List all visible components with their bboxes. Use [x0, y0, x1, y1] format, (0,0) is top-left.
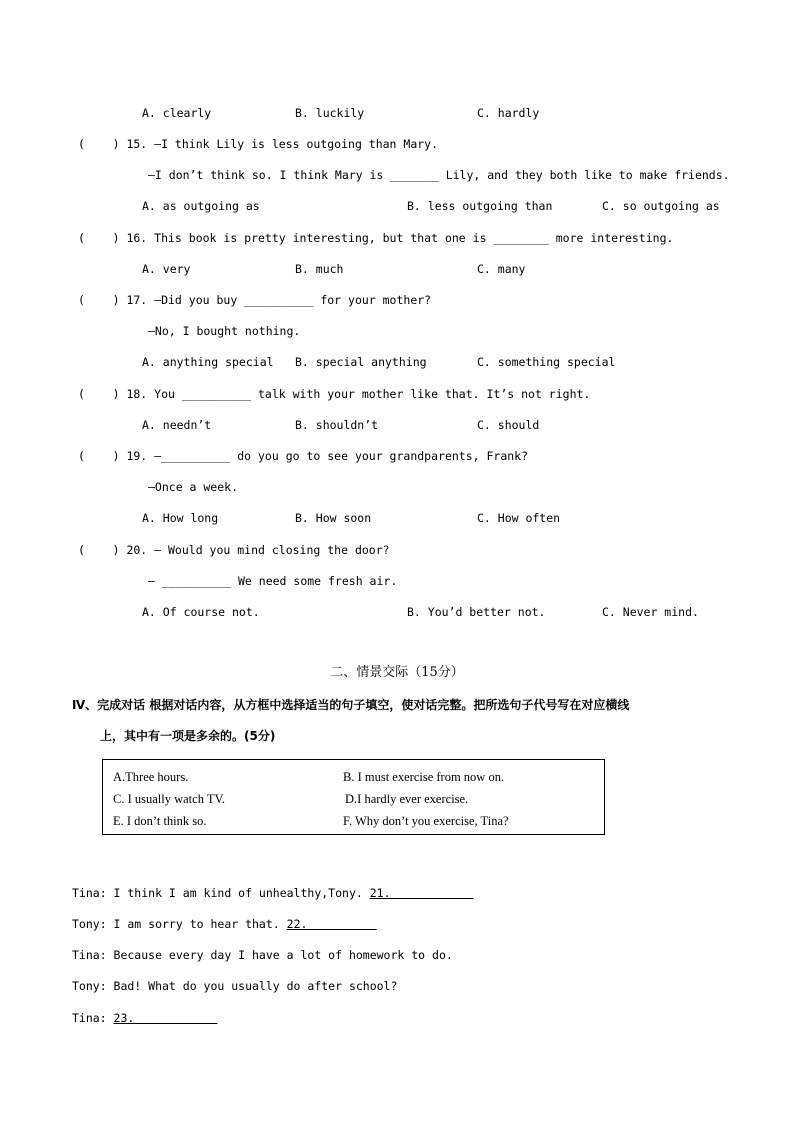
answer-blank-23[interactable]: 23. [113, 1011, 218, 1025]
q17-line2: —No, I bought nothing. [148, 324, 301, 338]
q15-option-b: B. less outgoing than [407, 199, 553, 213]
q20-option-b: B. You’d better not. [407, 605, 546, 619]
answer-blank-21[interactable]: 21. [369, 886, 474, 900]
dialogue-text: Tony: I am sorry to hear that. [72, 917, 287, 931]
box-option-b: B. I must exercise from now on. [343, 770, 505, 784]
dialogue-line-3 [72, 947, 453, 963]
q17-option-c: C. something special [477, 355, 616, 369]
options-box [102, 759, 605, 835]
q15-option-a: A. as outgoing as [142, 199, 260, 213]
q20-option-c: C. Never mind. [602, 605, 699, 619]
q19-stem: ( ) 19. —__________ do you go to see your grandparents, Frank? [78, 449, 529, 463]
section-instruction-line1: Ⅳ、完成对话 根据对话内容，从方框中选择适当的句子填空，使对话完整。把所选句子代号写在对应横线 [72, 698, 630, 712]
q16-option-b: B. much [295, 262, 344, 276]
q15-line2: —I don’t think so. I think Mary is _______ Lily, and they both like to make friends. [148, 168, 730, 182]
dialogue-text: Tina: I think I am kind of unhealthy,Tony. [72, 886, 370, 900]
q14-option-a: A. clearly [142, 106, 212, 120]
q20-stem: ( ) 20. — Would you mind closing the door? [78, 543, 390, 557]
box-option-c: C. I usually watch TV. [113, 792, 226, 806]
answer-blank-22[interactable]: 22. [286, 917, 377, 931]
box-option-f: F. Why don’t you exercise, Tina? [343, 814, 509, 828]
section-title: 二、情景交际（15分） [330, 665, 464, 680]
dialogue-text: Tony: Bad! What do you usually do after school? [72, 979, 398, 993]
q14-option-c: C. hardly [477, 106, 540, 120]
q15-stem: ( ) 15. —I think Lily is less outgoing than Mary. [78, 137, 439, 151]
q18-option-c: C. should [477, 418, 540, 432]
q19-option-c: C. How often [477, 511, 561, 525]
dialogue-text: Tina: Because every day I have a lot of homework to do. [72, 948, 453, 962]
q17-option-a: A. anything special [142, 355, 274, 369]
q14-option-b: B. luckily [295, 106, 365, 120]
q19-option-b: B. How soon [295, 511, 372, 525]
q18-option-b: B. shouldn’t [295, 418, 379, 432]
dialogue-line-1 [72, 885, 474, 901]
q20-option-a: A. Of course not. [142, 605, 260, 619]
q16-option-c: C. many [477, 262, 526, 276]
q17-option-b: B. special anything [295, 355, 427, 369]
q15-option-c: C. so outgoing as [602, 199, 720, 213]
q17-stem: ( ) 17. —Did you buy __________ for your mother? [78, 293, 432, 307]
q19-line2: —Once a week. [148, 480, 239, 494]
q18-stem: ( ) 18. You __________ talk with your mother like that. It’s not right. [78, 387, 591, 401]
q16-stem: ( ) 16. This book is pretty interesting, but that one is ________ more interesting. [78, 231, 674, 245]
q16-option-a: A. very [142, 262, 191, 276]
dialogue-line-2 [72, 916, 377, 932]
dialogue-line-5 [72, 1010, 217, 1026]
box-option-a: A.Three hours. [113, 770, 189, 784]
dialogue-text: Tina: [72, 1011, 114, 1025]
box-option-e: E. I don’t think so. [113, 814, 207, 828]
q19-option-a: A. How long [142, 511, 219, 525]
section-instruction-line2: 上，其中有一项是多余的。(5分) [100, 729, 276, 743]
q18-option-a: A. needn’t [142, 418, 212, 432]
box-option-d: D.I hardly ever exercise. [345, 792, 469, 806]
dialogue-line-4 [72, 978, 397, 994]
q20-line2: — __________ We need some fresh air. [148, 574, 398, 588]
